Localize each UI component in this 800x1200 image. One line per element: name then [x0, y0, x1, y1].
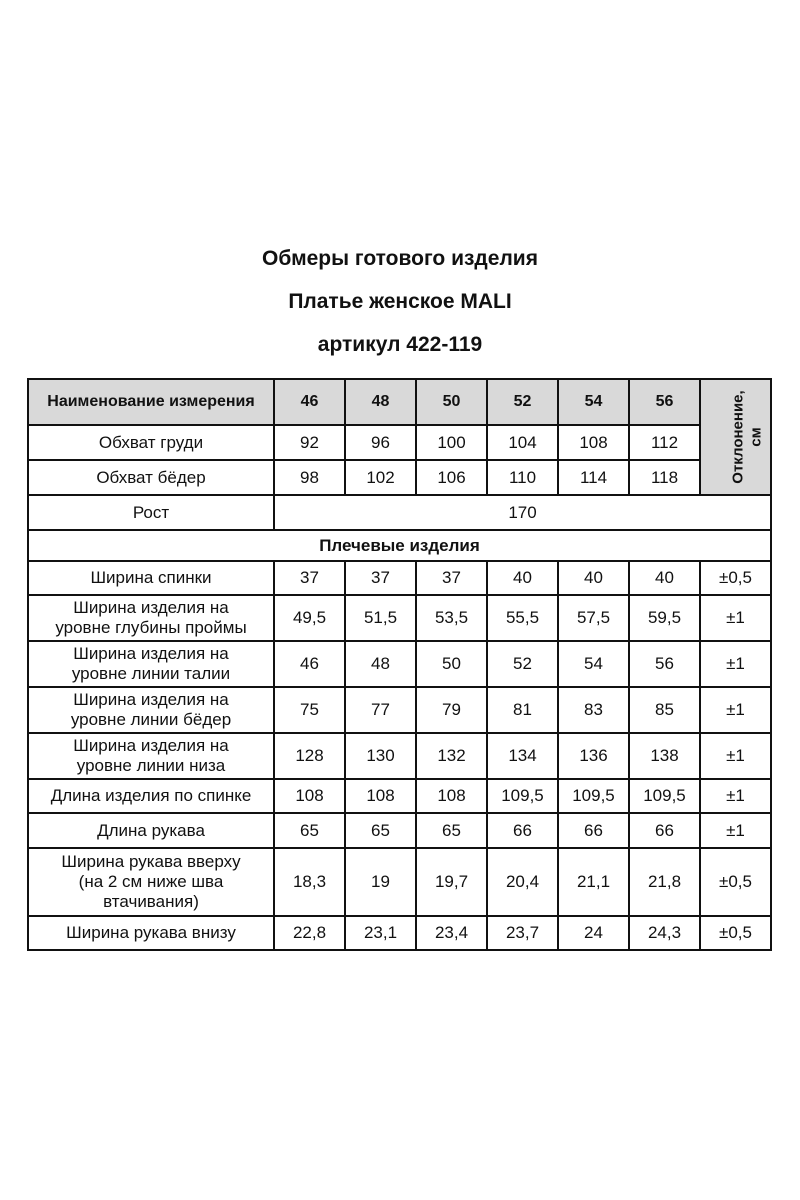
table-row [28, 687, 771, 733]
table-row-height [28, 495, 771, 530]
cell: 65 [345, 813, 416, 848]
deviation-cell: ±1 [700, 813, 771, 848]
row-name: Рост [28, 495, 274, 530]
cell: 118 [629, 460, 700, 495]
title-line-2: Платье женское MALI [288, 290, 512, 313]
cell: 23,7 [487, 916, 558, 950]
cell: 85 [629, 687, 700, 733]
header-size: 46 [274, 379, 345, 425]
cell: 102 [345, 460, 416, 495]
row-name: Ширина рукава вверху (на 2 см ниже шва втачивания) [28, 848, 274, 916]
cell: 51,5 [345, 595, 416, 641]
header-deviation [700, 379, 771, 495]
table-row [28, 595, 771, 641]
cell: 108 [274, 779, 345, 813]
row-name: Ширина изделия на уровне линии низа [28, 733, 274, 779]
table-row [28, 733, 771, 779]
deviation-cell: ±0,5 [700, 916, 771, 950]
cell: 110 [487, 460, 558, 495]
deviation-cell: ±0,5 [700, 848, 771, 916]
cell: 96 [345, 425, 416, 460]
row-name: Обхват груди [28, 425, 274, 460]
header-name-label: Наименование измерения [28, 379, 274, 425]
header-size: 54 [558, 379, 629, 425]
cell: 100 [416, 425, 487, 460]
table-row [28, 641, 771, 687]
cell: 79 [416, 687, 487, 733]
cell: 37 [416, 561, 487, 595]
cell: 98 [274, 460, 345, 495]
cell: 49,5 [274, 595, 345, 641]
cell: 65 [274, 813, 345, 848]
cell: 77 [345, 687, 416, 733]
cell: 65 [416, 813, 487, 848]
cell: 134 [487, 733, 558, 779]
deviation-cell: ±1 [700, 779, 771, 813]
table-row [28, 460, 771, 495]
cell: 109,5 [629, 779, 700, 813]
cell: 66 [487, 813, 558, 848]
cell: 136 [558, 733, 629, 779]
table-row [28, 848, 771, 916]
cell: 138 [629, 733, 700, 779]
table-row [28, 779, 771, 813]
cell: 50 [416, 641, 487, 687]
cell: 109,5 [558, 779, 629, 813]
cell: 108 [558, 425, 629, 460]
cell: 40 [629, 561, 700, 595]
cell: 19 [345, 848, 416, 916]
row-name: Длина изделия по спинке [28, 779, 274, 813]
deviation-cell: ±1 [700, 687, 771, 733]
cell: 24 [558, 916, 629, 950]
header-size: 56 [629, 379, 700, 425]
cell: 21,1 [558, 848, 629, 916]
cell: 81 [487, 687, 558, 733]
cell: 18,3 [274, 848, 345, 916]
cell: 48 [345, 641, 416, 687]
document-titles [0, 243, 800, 372]
cell: 37 [274, 561, 345, 595]
title-line-3: артикул 422-119 [317, 333, 483, 356]
header-size: 50 [416, 379, 487, 425]
measurements-table [27, 378, 772, 951]
header-size: 52 [487, 379, 558, 425]
row-name: Ширина рукава внизу [28, 916, 274, 950]
cell: 66 [629, 813, 700, 848]
row-name: Обхват бёдер [28, 460, 274, 495]
cell: 46 [274, 641, 345, 687]
table-row [28, 561, 771, 595]
cell: 108 [345, 779, 416, 813]
header-size: 48 [345, 379, 416, 425]
cell: 37 [345, 561, 416, 595]
cell: 54 [558, 641, 629, 687]
cell: 21,8 [629, 848, 700, 916]
deviation-cell: ±1 [700, 595, 771, 641]
cell: 40 [487, 561, 558, 595]
cell: 52 [487, 641, 558, 687]
table-row [28, 916, 771, 950]
deviation-cell: ±0,5 [700, 561, 771, 595]
row-name: Ширина изделия на уровне глубины проймы [28, 595, 274, 641]
cell: 40 [558, 561, 629, 595]
cell: 20,4 [487, 848, 558, 916]
cell: 57,5 [558, 595, 629, 641]
section-label: Плечевые изделия [28, 530, 771, 561]
cell: 130 [345, 733, 416, 779]
deviation-label: Отклонение, см [729, 390, 765, 484]
cell: 108 [416, 779, 487, 813]
cell: 19,7 [416, 848, 487, 916]
height-value: 170 [274, 495, 771, 530]
cell: 53,5 [416, 595, 487, 641]
table-row [28, 813, 771, 848]
title-line-1: Обмеры готового изделия [262, 247, 538, 270]
cell: 66 [558, 813, 629, 848]
table-row [28, 425, 771, 460]
cell: 59,5 [629, 595, 700, 641]
cell: 92 [274, 425, 345, 460]
section-row [28, 530, 771, 561]
cell: 132 [416, 733, 487, 779]
cell: 83 [558, 687, 629, 733]
cell: 55,5 [487, 595, 558, 641]
cell: 23,1 [345, 916, 416, 950]
table-header-row [28, 379, 771, 425]
deviation-cell: ±1 [700, 641, 771, 687]
row-name: Ширина изделия на уровне линии талии [28, 641, 274, 687]
cell: 114 [558, 460, 629, 495]
cell: 104 [487, 425, 558, 460]
cell: 128 [274, 733, 345, 779]
cell: 24,3 [629, 916, 700, 950]
cell: 22,8 [274, 916, 345, 950]
cell: 75 [274, 687, 345, 733]
cell: 106 [416, 460, 487, 495]
row-name: Ширина спинки [28, 561, 274, 595]
deviation-cell: ±1 [700, 733, 771, 779]
cell: 109,5 [487, 779, 558, 813]
cell: 23,4 [416, 916, 487, 950]
row-name: Длина рукава [28, 813, 274, 848]
cell: 112 [629, 425, 700, 460]
cell: 56 [629, 641, 700, 687]
row-name: Ширина изделия на уровне линии бёдер [28, 687, 274, 733]
